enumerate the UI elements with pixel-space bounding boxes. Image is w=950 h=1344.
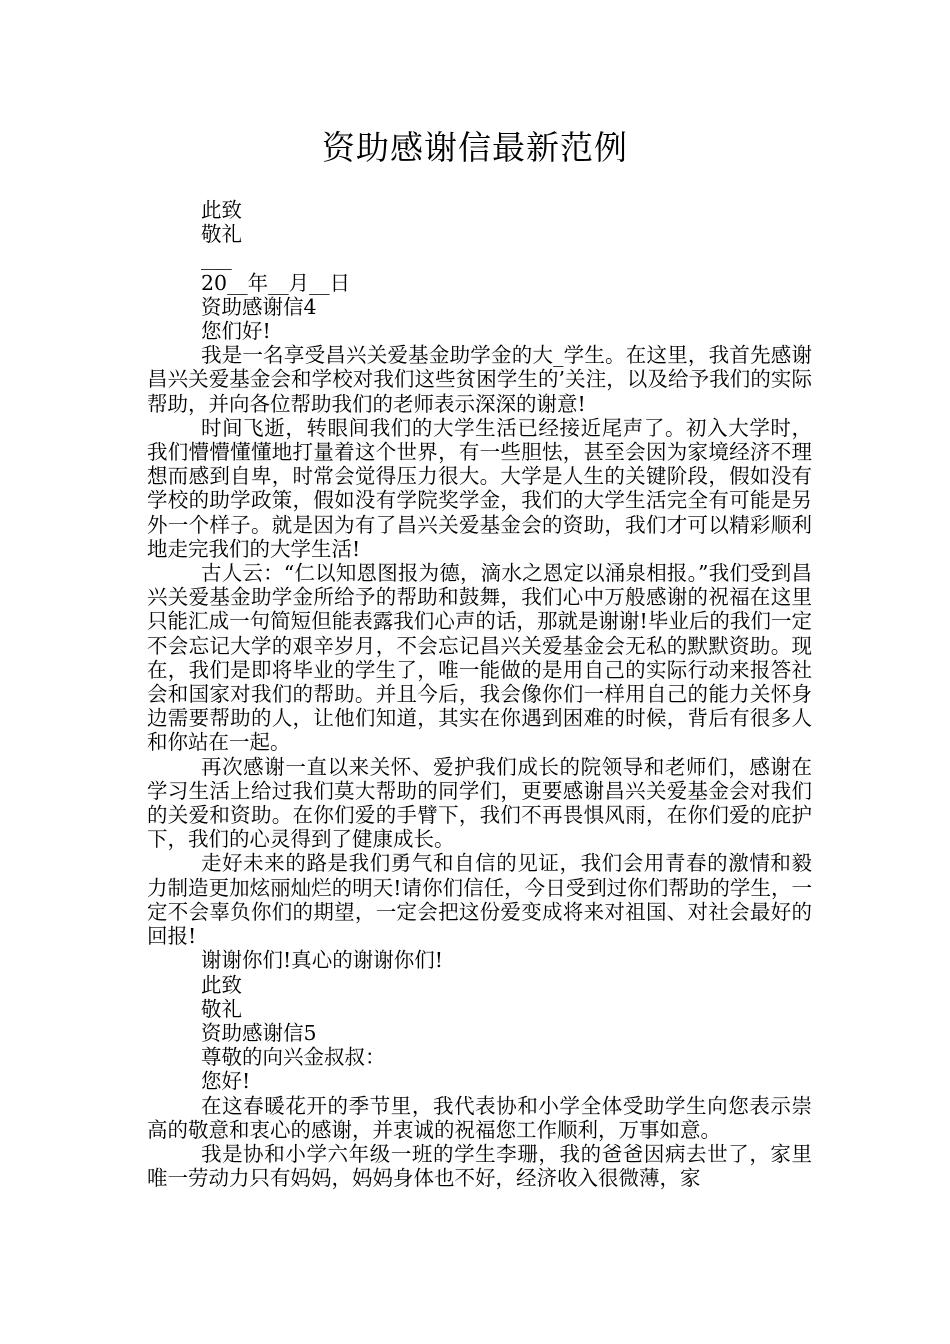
paragraph: 我是协和小学六年级一班的学生李珊，我的爸爸因病去世了，家里唯一劳动力只有妈妈，妈妈身体也不好，经济收入很微薄，家 (147, 1141, 812, 1191)
paragraph: 古人云：“仁以知恩图报为德，滴水之恩定以涌泉相报。”我们受到昌兴关爱基金助学金所给予的帮助和鼓舞，我们心中万般感谢的祝福在这里只能汇成一句简短但能表露我们心声的话，那就是谢谢!毕业后的我们一定不会忘记大学的艰辛岁月，不会忘记昌兴关爱基金会无私的默默资助。现在，我们是即将毕业的学生了，唯一能做的是用自己的实际行动来报答社会和国家对我们的帮助。并且今后，我会像你们一样用自己的能力关怀身边需要帮助的人，让他们知道，其实在你遇到困难的时候，背后有很多人和你站在一起。 (147, 561, 812, 755)
letter-heading: 资助感谢信5 (201, 1020, 317, 1045)
greeting-line: 您好! (201, 1069, 251, 1094)
letter-heading: 资助感谢信4 (201, 294, 317, 319)
thanks-line: 谢谢你们!真心的谢谢你们! (201, 948, 443, 973)
document-title: 资助感谢信最新范例 (322, 128, 628, 167)
signature-blank: ___ (201, 246, 232, 271)
paragraph: 我是一名享受昌兴关爱基金助学金的大_学生。在这里，我首先感谢昌兴关爱基金会和学校对我们这些贫困学生的’关注，以及给予我们的实际帮助，并向各位帮助我们的老师表示深深的谢意! (147, 343, 812, 416)
paragraph: 再次感谢一直以来关怀、爱护我们成长的院领导和老师们，感谢在学习生活上给过我们莫大帮助的同学们，更要感谢昌兴关爱基金会对我们的关爱和资助。在你们爱的手臂下，我们不再畏惧风雨，在你们爱的庇护下，我们的心灵得到了健康成长。 (147, 754, 812, 852)
date-line: 20__年__月__日 (201, 270, 351, 295)
closing-line: 此致 (201, 198, 242, 222)
salute-line: 敬礼 (201, 996, 242, 1021)
salute-line: 敬礼 (201, 222, 242, 247)
paragraph: 在这春暖花开的季节里，我代表协和小学全体受助学生向您表示崇高的敬意和衷心的感谢，并衷诚的祝福您工作顺利，万事如意。 (147, 1093, 812, 1142)
paragraph: 时间飞逝，转眼间我们的大学生活已经接近尾声了。初入大学时，我们懵懵懂懂地打量着这个世界，有一些胆怯，甚至会因为家境经济不理想而感到自卑，时常会觉得压力很大。大学是人生的关键阶段，假如没有学校的助学政策，假如没有学院奖学金，我们的大学生活完全有可能是另外一个样子。就是因为有了昌兴关爱基金会的资助，我们才可以精彩顺利地走完我们的大学生活! (147, 415, 812, 561)
addressee-line: 尊敬的向兴金叔叔： (201, 1045, 386, 1070)
closing-line: 此致 (201, 972, 242, 997)
paragraph: 走好未来的路是我们勇气和自信的见证，我们会用青春的激情和毅力制造更加炫丽灿烂的明天!请你们信任，今日受到过你们帮助的学生，一定不会辜负你们的期望，一定会把这份爱变成将来对祖国、对社会最好的回报! (147, 851, 812, 949)
greeting-line: 您们好! (201, 319, 271, 344)
document-body (147, 198, 812, 1190)
